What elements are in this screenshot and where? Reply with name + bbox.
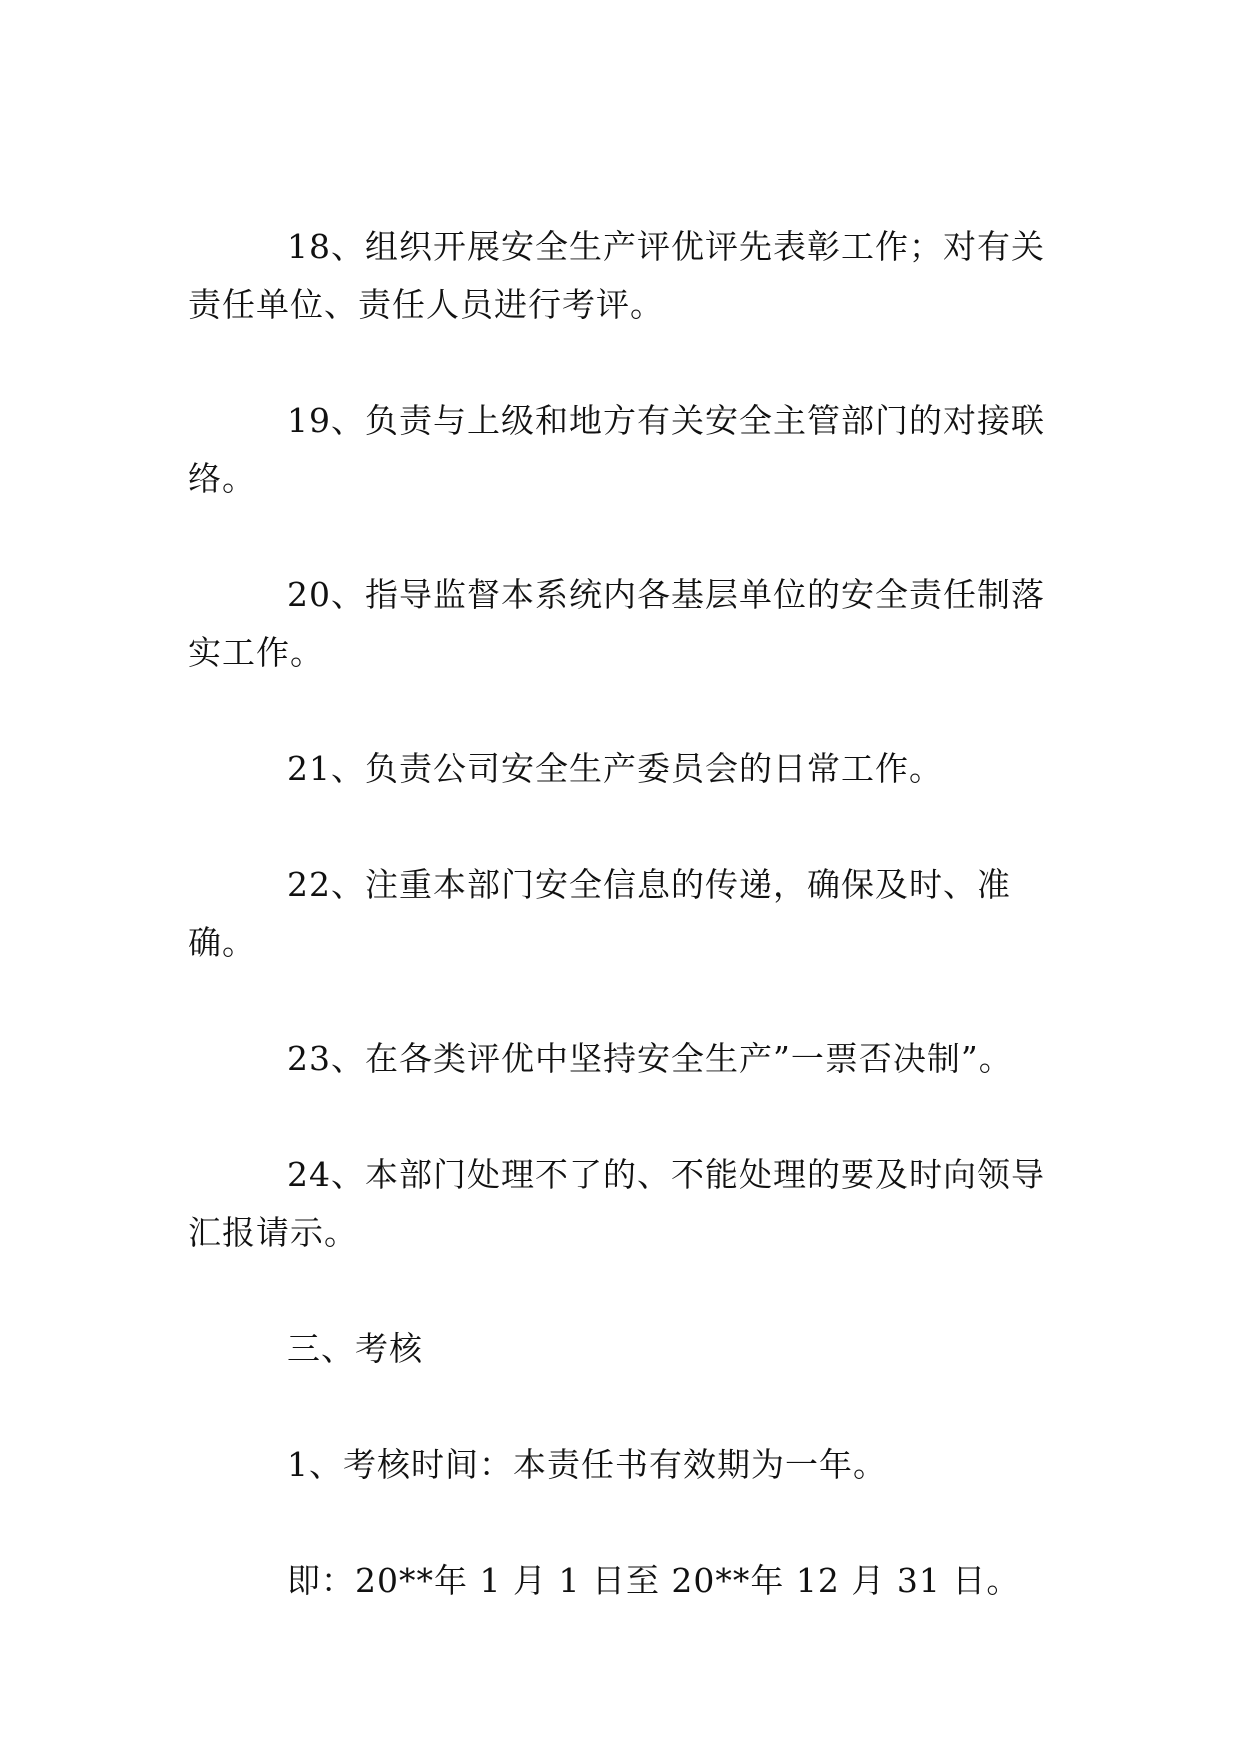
section-heading-assessment: 三、考核	[287, 1329, 423, 1368]
paragraph-item-21: 21、负责公司安全生产委员会的日常工作。	[287, 749, 943, 788]
document-body	[188, 218, 1060, 1668]
paragraph-item-20: 20、指导监督本系统内各基层单位的安全责任制落实工作。	[188, 575, 1045, 672]
paragraph-item-19: 19、负责与上级和地方有关安全主管部门的对接联络。	[188, 401, 1045, 498]
paragraph-item-23: 23、在各类评优中坚持安全生产”一票否决制”。	[287, 1039, 1013, 1078]
paragraph-item-22: 22、注重本部门安全信息的传递，确保及时、准确。	[188, 865, 1011, 962]
paragraph-assessment-period: 即：20**年 1 月 1 日至 20**年 12 月 31 日。	[287, 1561, 1021, 1600]
paragraph-item-24: 24、本部门处理不了的、不能处理的要及时向领导汇报请示。	[188, 1155, 1045, 1252]
paragraph-assessment-time: 1、考核时间：本责任书有效期为一年。	[287, 1445, 887, 1484]
paragraph-item-18: 18、组织开展安全生产评优评先表彰工作；对有关责任单位、责任人员进行考评。	[188, 227, 1045, 324]
